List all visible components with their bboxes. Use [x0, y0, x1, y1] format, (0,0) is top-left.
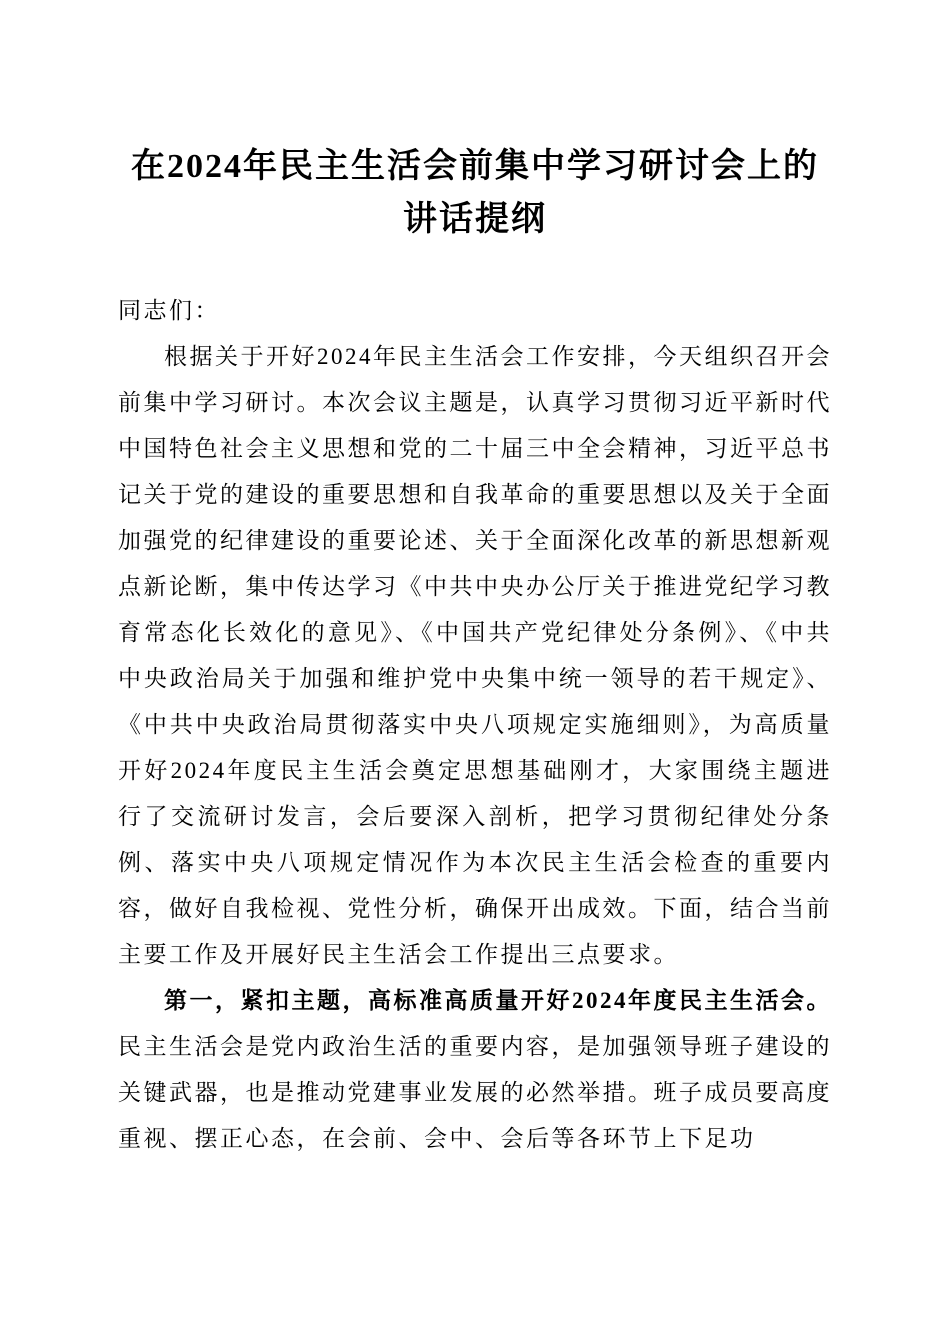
paragraph	[118, 288, 832, 334]
bold-text-run: 第一，紧扣主题，高标准高质量开好2024年度民主生活会。	[164, 988, 832, 1013]
paragraph	[118, 978, 832, 1162]
text-run: 同志们：	[118, 298, 220, 323]
text-run: 民主生活会是党内政治生活的重要内容，是加强领导班子建设的关键武器，也是推动党建事业发展的必然举措。班子成员要高度重视、摆正心态，在会前、会中、会后等各环节上下足功	[118, 1034, 832, 1151]
document-title: 在2024年民主生活会前集中学习研讨会上的讲话提纲	[131, 148, 819, 238]
document-body	[118, 288, 832, 1162]
text-run: 根据关于开好2024年民主生活会工作安排，今天组织召开会前集中学习研讨。本次会议主题是，认真学习贯彻习近平新时代中国特色社会主义思想和党的二十届三中全会精神，习近平总书记关于党的建设的重要思想和自我革命的重要思想以及关于全面加强党的纪律建设的重要论述、关于全面深化改革的新思想新观点新论断，集中传达学习《中共中央办公厅关于推进党纪学习教育常态化长效化的意见》、《中国共产党纪律处分条例》、《中共中央政治局关于加强和维护党中央集中统一领导的若干规定》、《中共中央政治局贯彻落实中央八项规定实施细则》，为高质量开好2024年度民主生活会奠定思想基础刚才，大家围绕主题进行了交流研讨发言，会后要深入剖析，把学习贯彻纪律处分条例、落实中央八项规定情况作为本次民主生活会检查的重要内容，做好自我检视、党性分析，确保开出成效。下面，结合当前主要工作及开展好民主生活会工作提出三点要求。	[118, 344, 832, 967]
paragraph	[118, 334, 832, 978]
